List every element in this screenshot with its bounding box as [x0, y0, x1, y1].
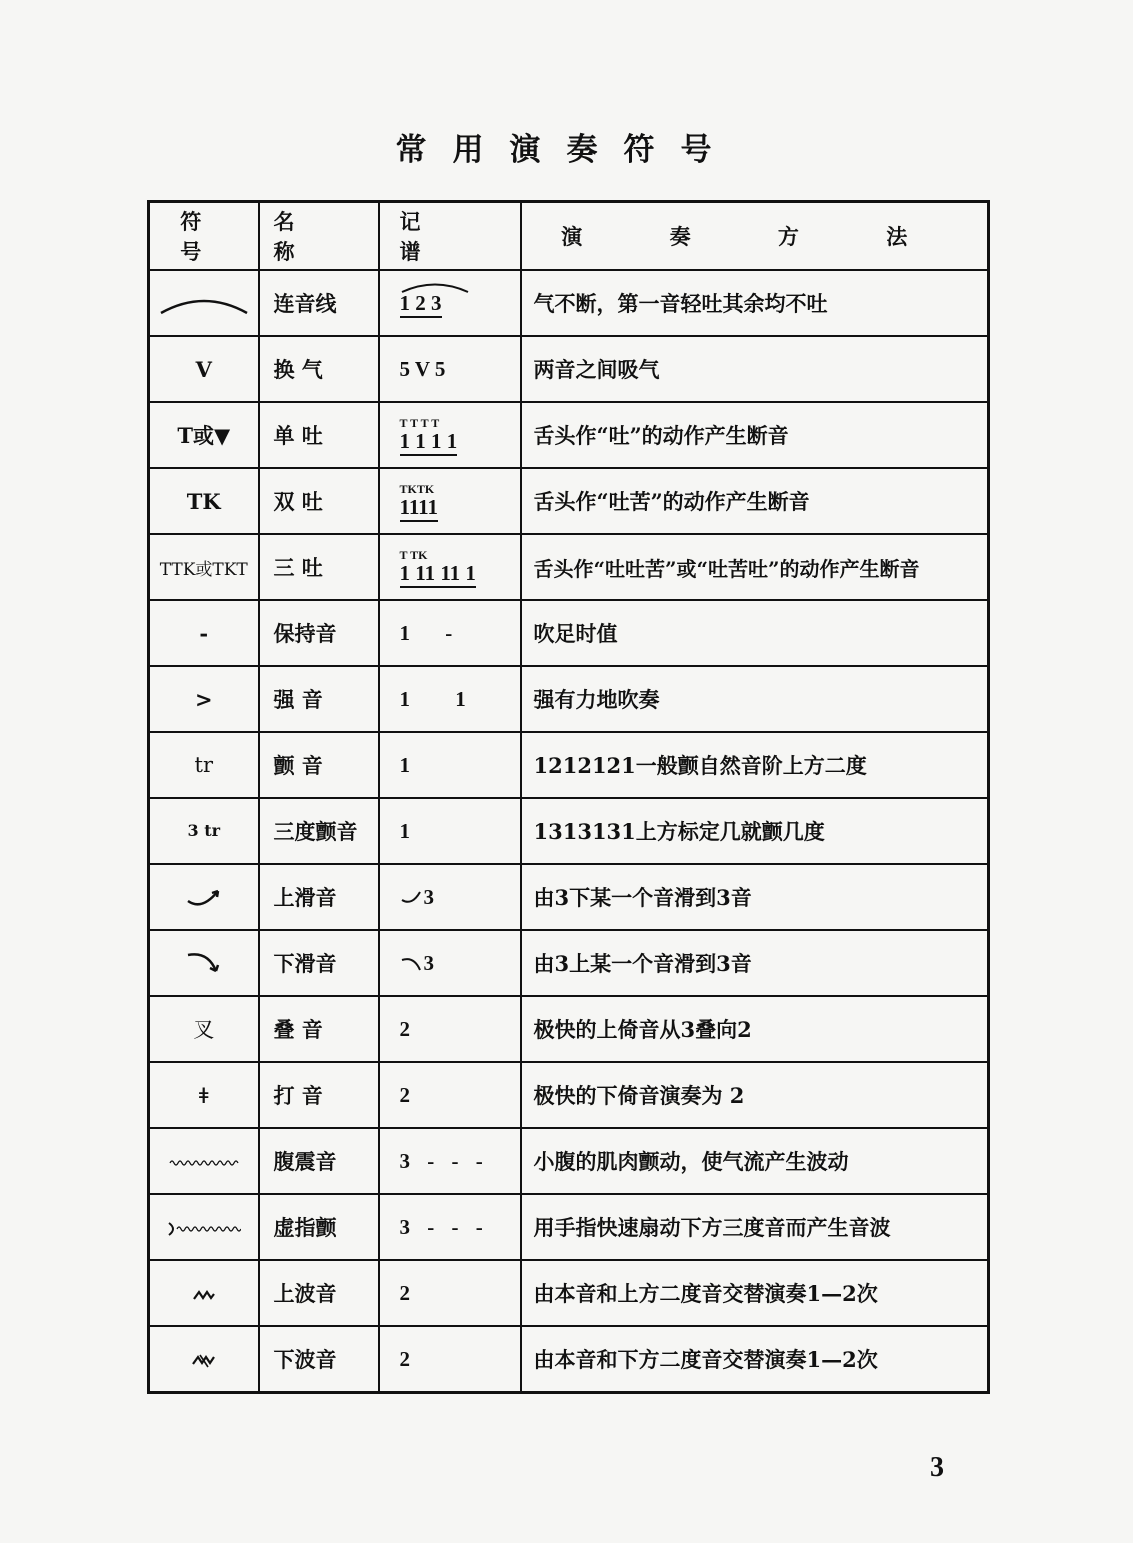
row-name: 下波音	[259, 1326, 379, 1393]
trill-symbol: tr	[149, 732, 259, 798]
table-row	[149, 732, 989, 798]
page-number: 3	[930, 1452, 944, 1483]
table-row	[149, 798, 989, 864]
table-row	[149, 468, 989, 534]
table-row	[149, 534, 989, 600]
row-method: 气不断，第一音轻吐其余均不吐	[521, 270, 989, 336]
header-notation: 记 谱	[379, 202, 521, 271]
row-notation: 5 V 5	[379, 336, 521, 402]
third-trill-symbol: 3 tr	[149, 798, 259, 864]
table-row	[149, 270, 989, 336]
row-name: 连音线	[259, 270, 379, 336]
row-method: 小腹的肌肉颤动，使气流产生波动	[521, 1128, 989, 1194]
row-method: 1212121一般颤自然音阶上方二度	[521, 732, 989, 798]
row-name: 三度颤音	[259, 798, 379, 864]
row-notation: T T T T 1 1 1 1	[379, 402, 521, 468]
single-tongue-symbol: T或▼	[149, 402, 259, 468]
table-row	[149, 1260, 989, 1326]
row-method: 1313131上方标定几就颤几度	[521, 798, 989, 864]
row-method: 吹足时值	[521, 600, 989, 666]
row-method: 由本音和下方二度音交替演奏1—2次	[521, 1326, 989, 1393]
row-name: 上滑音	[259, 864, 379, 930]
row-method: 舌头作“吐吐苦”或“吐苦吐”的动作产生断音	[521, 534, 989, 600]
page-title: 常用演奏符号	[395, 132, 738, 168]
row-method: 用手指快速扇动下方三度音而产生音波	[521, 1194, 989, 1260]
row-name: 双 吐	[259, 468, 379, 534]
row-method: 舌头作“吐”的动作产生断音	[521, 402, 989, 468]
row-name: 换 气	[259, 336, 379, 402]
breath-mark-symbol: V	[149, 336, 259, 402]
table-row	[149, 1062, 989, 1128]
symbols-table	[147, 200, 990, 1394]
accent-symbol: >	[149, 666, 259, 732]
row-name: 上波音	[259, 1260, 379, 1326]
header-symbol: 符 号	[149, 202, 259, 271]
triple-tongue-symbol: TTK或TKT	[149, 534, 259, 600]
row-method: 由3上某一个音滑到3音	[521, 930, 989, 996]
row-notation: 1 2 3	[379, 270, 521, 336]
overlap-note-symbol: 叉	[149, 996, 259, 1062]
wavy-line-icon	[149, 1128, 259, 1194]
table-row	[149, 336, 989, 402]
row-notation: 2	[379, 1260, 521, 1326]
row-name: 单 吐	[259, 402, 379, 468]
row-notation: T TK 1 11 11 1	[379, 534, 521, 600]
row-method: 两音之间吸气	[521, 336, 989, 402]
row-name: 三 吐	[259, 534, 379, 600]
sustain-symbol: -	[149, 600, 259, 666]
row-notation: 2	[379, 1326, 521, 1393]
row-notation: 3 - - -	[379, 1194, 521, 1260]
strike-note-symbol: ǂ	[149, 1062, 259, 1128]
row-name: 虚指颤	[259, 1194, 379, 1260]
row-notation: TKTK 1111	[379, 468, 521, 534]
row-name: 叠 音	[259, 996, 379, 1062]
row-method: 由本音和上方二度音交替演奏1—2次	[521, 1260, 989, 1326]
row-method: 强有力地吹奏	[521, 666, 989, 732]
table-row	[149, 666, 989, 732]
table-row	[149, 1128, 989, 1194]
row-notation: 1	[379, 732, 521, 798]
row-name: 保持音	[259, 600, 379, 666]
table-row	[149, 1194, 989, 1260]
up-glide-icon	[149, 864, 259, 930]
row-notation: 1	[379, 798, 521, 864]
table-row	[149, 930, 989, 996]
row-name: 下滑音	[259, 930, 379, 996]
table-row	[149, 600, 989, 666]
mordent-down-icon	[149, 1326, 259, 1393]
row-name: 打 音	[259, 1062, 379, 1128]
row-method: 极快的下倚音演奏为 2	[521, 1062, 989, 1128]
row-method: 由3下某一个音滑到3音	[521, 864, 989, 930]
row-notation: 2	[379, 1062, 521, 1128]
row-notation: 3	[379, 864, 521, 930]
row-notation: 1 -	[379, 600, 521, 666]
header-method: 演 奏 方 法	[521, 202, 989, 271]
table-row	[149, 1326, 989, 1393]
table-row	[149, 402, 989, 468]
row-notation: 3	[379, 930, 521, 996]
row-notation: 2	[379, 996, 521, 1062]
header-name: 名 称	[259, 202, 379, 271]
row-name: 颤 音	[259, 732, 379, 798]
row-method: 舌头作“吐苦”的动作产生断音	[521, 468, 989, 534]
row-name: 腹震音	[259, 1128, 379, 1194]
table-row	[149, 996, 989, 1062]
slur-icon	[149, 270, 259, 336]
table-row	[149, 864, 989, 930]
down-glide-icon	[149, 930, 259, 996]
double-tongue-symbol: TK	[149, 468, 259, 534]
row-notation: 1 1	[379, 666, 521, 732]
row-notation: 3 - - -	[379, 1128, 521, 1194]
finger-vibrato-icon	[149, 1194, 259, 1260]
row-method: 极快的上倚音从3叠向2	[521, 996, 989, 1062]
row-name: 强 音	[259, 666, 379, 732]
header-row	[149, 202, 989, 271]
mordent-up-icon	[149, 1260, 259, 1326]
